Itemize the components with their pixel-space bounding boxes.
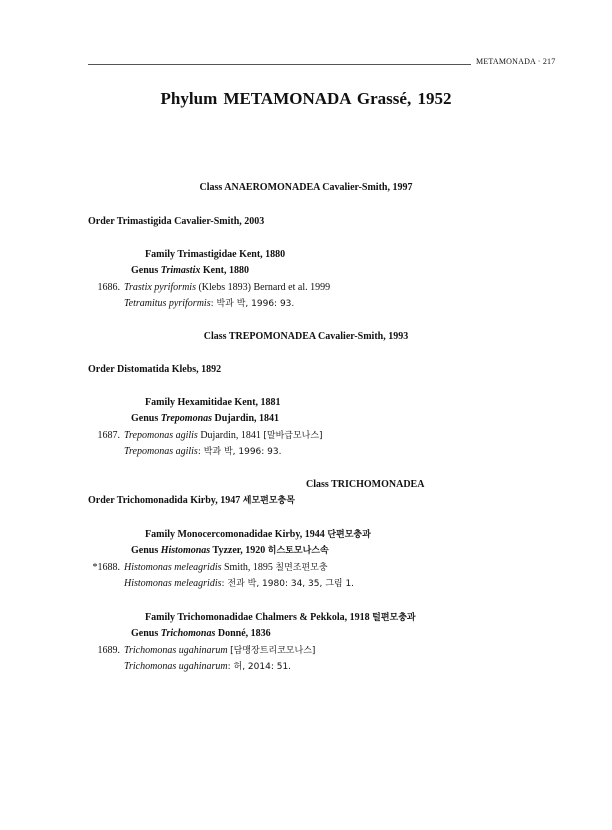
genus-heading-trepomonas [131,413,279,425]
genus-name: Trichomonas [160,628,216,639]
genus-heading-histomonas [131,545,329,557]
family-heading-trimastigidae: Family Trimastigidae Kent, 1880 [145,249,286,260]
genus-heading-trimastix [131,265,249,277]
citation: : 박과 박, 1996: 93. [210,299,295,309]
family-heading-trichomonadidae [145,612,416,624]
header-rule [88,64,471,65]
genus-prefix: Genus [131,265,161,276]
genus-name: Trimastix [160,265,201,276]
citation: : 박과 박, 1996: 93. [197,447,282,457]
class-heading-anaeromonadea: Class ANAEROMONADEA Cavalier-Smith, 1997 [199,182,413,193]
order-heading-distomatida: Order Distomatida Klebs, 1892 [88,364,222,375]
genus-name: Trepomonas [160,413,213,424]
class-heading-trepomonadea: Class TREPOMONADEA Cavalier-Smith, 1993 [203,331,409,342]
family-text: Family Trichomonadidae Chalmers & Pekkola, 1918 [145,612,373,623]
entry-number: 1689. [97,645,120,656]
synonym-name: Histomonas meleagridis [124,578,222,589]
running-head: METAMONADA · 217 [476,57,556,66]
genus-author: Tyzzer, 1920 [210,545,268,556]
order-heading-trimastigida: Order Trimastigida Cavalier-Smith, 2003 [88,216,265,227]
class-heading-trichomonadea: Class TRICHOMONADEA [306,479,425,490]
korean-name: 칠면조편모충 [275,563,328,573]
order-text: Order Trichomonadida Kirby, 1947 [88,495,243,506]
genus-prefix: Genus [131,628,161,639]
genus-author: Dujardin, 1841 [212,413,279,424]
citation: : 전과 박, 1980: 34, 35, 그림 1. [221,579,355,589]
korean-name: [말바급모나스] [263,431,323,441]
korean-name: 세모편모충목 [242,496,295,506]
korean-name: 단편모충과 [327,530,371,540]
genus-name: Histomonas [160,545,211,556]
genus-prefix: Genus [131,413,161,424]
genus-author: Kent, 1880 [200,265,249,276]
family-heading-monocercomonadidae [145,529,371,541]
korean-name: [담맹장트리코모나스] [230,646,316,656]
korean-name: 히스토모나스속 [267,546,329,556]
species-name: Trepomonas agilis [124,430,198,441]
species-entry-1688 [84,562,328,574]
synonym-citation-1686 [124,298,294,310]
synonym-name: Tetramitus pyriformis [124,298,211,309]
family-text: Family Monocercomonadidae Kirby, 1944 [145,529,328,540]
genus-author: Donné, 1836 [215,628,271,639]
synonym-citation-1688 [124,578,354,590]
citation: : 허, 2014: 51. [227,662,292,672]
synonym-name: Trichomonas ugahinarum [124,661,228,672]
family-heading-hexamitidae: Family Hexamitidae Kent, 1881 [145,397,281,408]
entry-number: 1686. [97,282,120,293]
species-author: Dujardin, 1841 [197,430,264,441]
species-entry-1687 [84,430,323,442]
entry-number: *1688. [92,562,120,573]
species-entry-1686 [84,282,330,294]
species-author: Smith, 1895 [221,562,276,573]
page-title: Phylum METAMONADA Grassé, 1952 [160,89,452,108]
entry-number: 1687. [97,430,120,441]
genus-heading-trichomonas [131,628,271,640]
order-heading-trichomonadida [88,495,295,507]
species-entry-1689 [84,645,315,657]
species-name: Trastix pyriformis [124,282,196,293]
species-name: Trichomonas ugahinarum [124,645,228,656]
species-author: (Klebs 1893) Bernard et al. 1999 [195,282,331,293]
synonym-citation-1689 [124,661,291,673]
genus-prefix: Genus [131,545,161,556]
synonym-citation-1687 [124,446,281,458]
synonym-name: Trepomonas agilis [124,446,198,457]
species-name: Histomonas meleagridis [124,562,222,573]
korean-name: 털편모충과 [372,613,416,623]
